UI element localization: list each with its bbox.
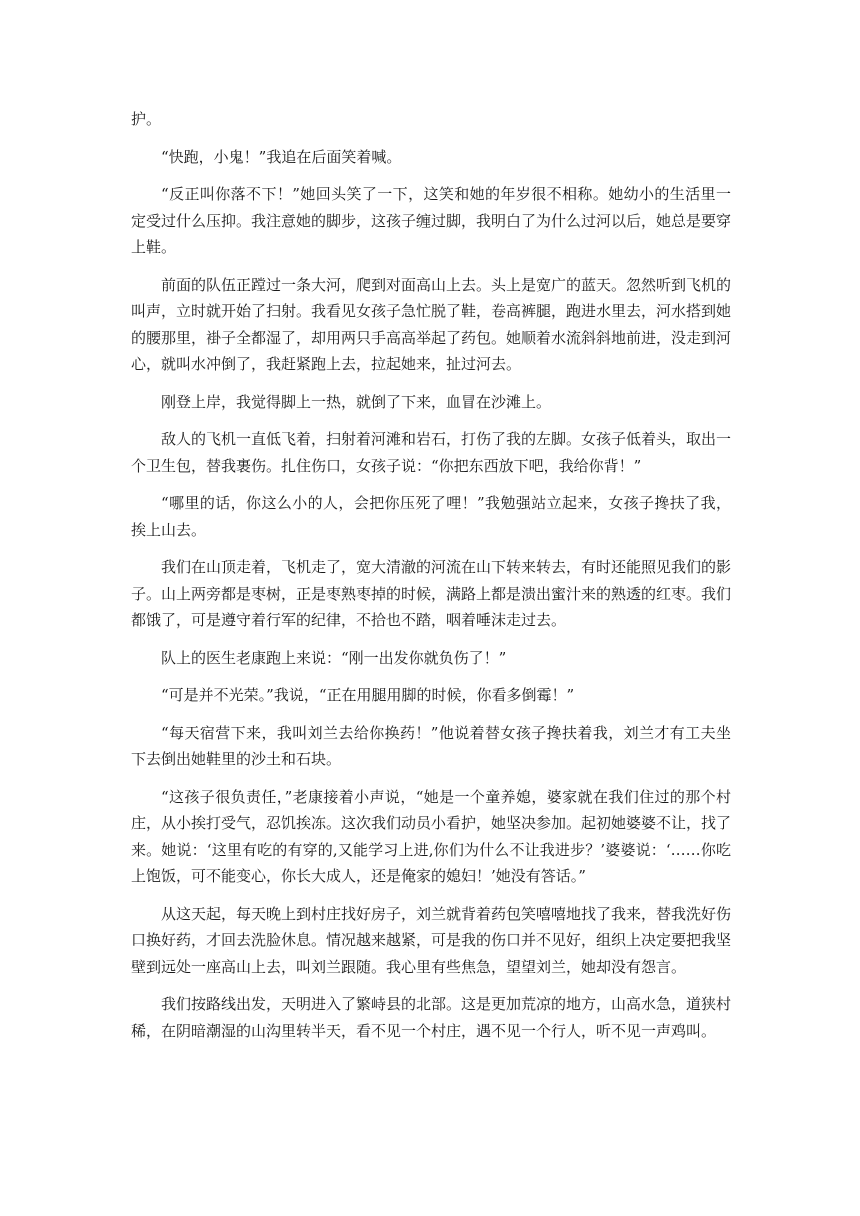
paragraph: 前面的队伍正蹚过一条大河，爬到对面高山上去。头上是宽广的蓝天。忽然听到飞机的叫声，立时就开始了扫射。我看见女孩子急忙脱了鞋，卷高裤腿，跑进水里去，河水搭到她的腰那里，褂子全都湿了，却用两只手高高举起了药包。她顺着水流斜斜地前进，没走到河心，就叫水冲倒了，我赶紧跑上去，拉起她来，扯过河去。: [131, 275, 732, 373]
paragraph: 刚登上岸，我觉得脚上一热，就倒了下来，血冒在沙滩上。: [161, 392, 552, 411]
paragraph: 我们按路线出发，天明进入了繁峙县的北部。这是更加荒凉的地方，山高水急，道狭村稀，在阴暗潮湿的山沟里转半天，看不见一个村庄，遇不见一个行人，听不见一声鸡叫。: [131, 995, 732, 1040]
paragraph: “快跑，小鬼！”我追在后面笑着喊。: [161, 147, 402, 166]
paragraph: “每天宿营下来，我叫刘兰去给你换药！”他说着替女孩子搀扶着我，刘兰才有工夫坐下去倒出她鞋里的沙土和石块。: [131, 723, 731, 768]
paragraph: “反正叫你落不下！”她回头笑了一下，这笑和她的年岁很不相称。她幼小的生活里一定受过什么压抑。我注意她的脚步，这孩子缠过脚，我明白了为什么过河以后，她总是要穿上鞋。: [131, 185, 732, 256]
paragraph: 队上的医生老康跑上来说：“刚一出发你就负伤了！”: [161, 648, 507, 667]
paragraph: 敌人的飞机一直低飞着，扫射着河滩和岩石，打伤了我的左脚。女孩子低着头，取出一个卫生包，替我裹伤。扎住伤口，女孩子说：“你把东西放下吧，我给你背！”: [131, 430, 732, 475]
paragraph: “哪里的话，你这么小的人，会把你压死了哩！”我勉强站立起来，女孩子搀扶了我，挨上山去。: [131, 494, 731, 539]
paragraph-continuation: 护。: [131, 110, 162, 128]
paragraph: 我们在山顶走着，飞机走了，宽大清澈的河流在山下转来转去，有时还能照见我们的影子。山上两旁都是枣树，正是枣熟枣掉的时候，满路上都是溃出蜜汁来的熟透的红枣。我们都饿了，可是遵守着行军的纪律，不拾也不踏，咽着唾沫走过去。: [131, 558, 732, 629]
paragraph: 从这天起，每天晚上到村庄找好房子，刘兰就背着药包笑嘻嘻地找了我来，替我洗好伤口换好药，才回去洗脸休息。情况越来越紧，可是我的伤口并不见好，组织上决定要把我坚壁到远处一座高山上去，叫刘兰跟随。我心里有些焦急，望望刘兰，她却没有怨言。: [131, 904, 732, 976]
document-body: [131, 106, 731, 1055]
paragraph: “可是并不光荣。”我说，“正在用腿用脚的时候，你看多倒霉！”: [161, 686, 575, 704]
paragraph: “这孩子很负责任，”老康接着小声说，“她是一个童养媳，婆家就在我们住过的那个村庄，从小挨打受气，忍饥挨冻。这次我们动员小看护，她坚决参加。起初她婆婆不让，找了来。她说：‘这里有吃的有穿的,又能学习上进,你们为什么不让我进步？’婆婆说：‘……你吃上饱饭，可不能变心，你长大成人，还是俺家的媳妇！’她没有答话。”: [131, 787, 732, 885]
